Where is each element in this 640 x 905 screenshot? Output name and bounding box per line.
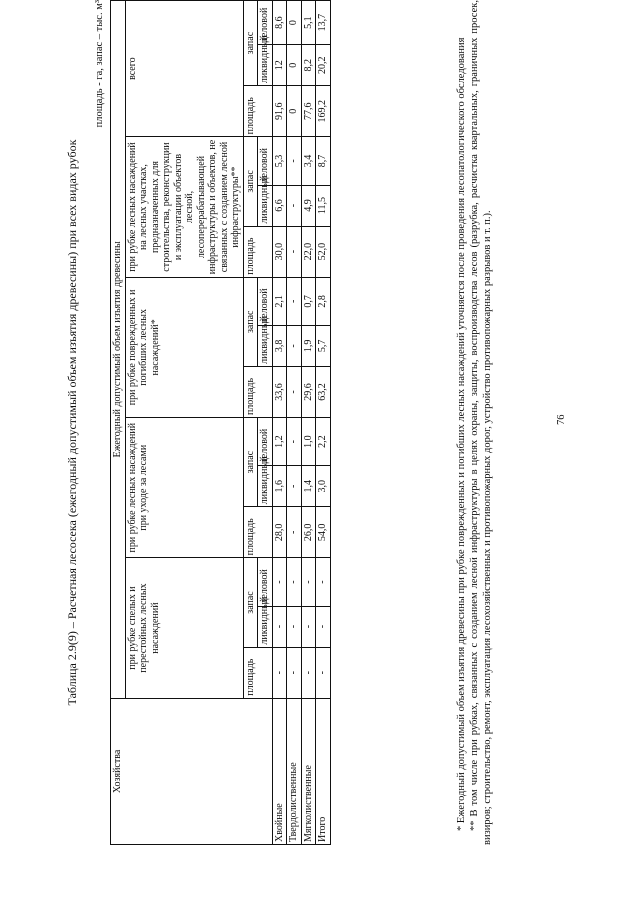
table-cell: 54,0 [316,507,331,558]
header-group-thinning: при рубке лесных насаждений при уходе за лесами [125,418,243,558]
table-cell: 77,6 [301,86,316,137]
table-cell: 28,0 [272,507,287,558]
header-group-total: всего [125,1,243,137]
table-cell: - [287,366,302,417]
rotated-page [65,0,585,845]
table-cell: - [287,466,302,507]
table-cell: 29,6 [301,366,316,417]
table-cell: 1,9 [301,325,316,366]
header-business: деловой [258,1,273,45]
table-row [316,1,331,845]
header-liquid: ликвидный [258,466,273,507]
table-cell: 30,0 [272,226,287,277]
table-cell: 5,1 [301,1,316,45]
table-body [272,1,330,845]
table-row [287,1,302,845]
header-stock: запас [243,277,258,366]
header-row-1 [111,1,126,845]
table-cell: - [287,137,302,185]
table-cell: - [316,647,331,698]
header-liquid: ликвидный [258,325,273,366]
table-cell: 2,8 [316,277,331,325]
header-group-mature: при рубке спелых и перестойных лесных насаждений [125,558,243,698]
table-cell: 52,0 [316,226,331,277]
table-cell: 63,2 [316,366,331,417]
header-area: площадь [243,507,272,558]
header-area: площадь [243,226,272,277]
header-business: деловой [258,277,273,325]
table-cell: - [287,277,302,325]
table-cell: 8,2 [301,45,316,86]
header-liquid: ликвидный [258,185,273,226]
row-label: Итого [316,698,331,844]
header-area: площадь [243,647,272,698]
table-cell: 0 [287,1,302,45]
table-cell: 12 [272,45,287,86]
table-cell: 8,6 [272,1,287,45]
table-cell: - [316,606,331,647]
row-label: Хвойные [272,698,287,844]
header-area: площадь [243,86,272,137]
table-cell: 0,7 [301,277,316,325]
table-cell: 13,7 [316,1,331,45]
table-cell: 3,8 [272,325,287,366]
table-cell: 26,0 [301,507,316,558]
header-group-damaged: при рубке поврежденных и погибших лесных насаждений* [125,277,243,417]
table-cell: 3,4 [301,137,316,185]
header-farm: Хозяйства [111,698,273,844]
table-row [272,1,287,845]
header-stock: запас [243,1,258,86]
table-cell: - [287,507,302,558]
footnote-2: ** В том числе при рубках, связанных с созданием лесной инфраструктуры в целях охраны, защиты, воспроизводства лесов (разрубка, расчистка квартальных, граничных просек, визиров; строительство, ремонт, эксплуатация лесохозяйственных и противопожарных дорог, устройство противопожарных разрывов и т. п.). [469,0,493,845]
header-stock: запас [243,137,258,226]
row-label: Твердолиственные [287,698,302,844]
table-cell: 0 [287,45,302,86]
table-cell: - [301,558,316,606]
header-annual: Ежегодный допустимый объем изъятия древесины [111,1,126,699]
table-cell: 33,6 [272,366,287,417]
page-number: 76 [556,414,567,425]
table-cell: - [287,325,302,366]
units-note: площадь - га, запас – тыс. м³ [94,0,105,128]
table-cell: 169,2 [316,86,331,137]
header-group-infrastructure: при рубке лесных насаждений на лесных участках, предназначенных для строительства, реконструкции и эксплуатации объектов лесной, лесоперерабатывающей инфраструктуры и объектов, не связанных с созданием лесной инфраструктуры** [125,137,243,277]
header-stock: запас [243,558,258,647]
row-label: Мягколиственные [301,698,316,844]
table-cell: - [301,647,316,698]
allowable-cut-table [110,0,331,845]
table-cell: 2,2 [316,418,331,466]
table-cell: 1,6 [272,466,287,507]
table-cell: - [272,647,287,698]
table-cell: - [301,606,316,647]
table-cell: - [287,558,302,606]
table-cell: 0 [287,86,302,137]
table-cell: 1,2 [272,418,287,466]
header-business: деловой [258,558,273,606]
table-cell: - [272,558,287,606]
table-cell: 8,7 [316,137,331,185]
header-business: деловой [258,418,273,466]
footnote-1: * Ежегодный допустимый объем изъятия древесины при рубке поврежденных и погибших лесных насаждений уточняется после проведения лесопатологического обследования [456,37,467,831]
header-stock: запас [243,418,258,507]
table-cell: - [287,226,302,277]
table-cell: 22,0 [301,226,316,277]
header-area: площадь [243,366,272,417]
table-cell: - [287,606,302,647]
header-business: деловой [258,137,273,185]
table-cell: 5,3 [272,137,287,185]
table-cell: 1,0 [301,418,316,466]
header-liquid: ликвидный [258,45,273,86]
table-cell: 5,7 [316,325,331,366]
table-cell: 20,2 [316,45,331,86]
table-cell: 11,5 [316,185,331,226]
table-cell: 4,9 [301,185,316,226]
table-cell: - [316,558,331,606]
table-cell: - [272,606,287,647]
table-cell: 3,0 [316,466,331,507]
table-cell: 1,4 [301,466,316,507]
table-cell: - [287,418,302,466]
footnotes [455,0,494,845]
table-cell: - [287,647,302,698]
table-row [301,1,316,845]
table-cell: 91,6 [272,86,287,137]
table-cell: 6,6 [272,185,287,226]
table-title: Таблица 2.9(9) – Расчетная лесосека (ежегодный допустимый объем изъятия древесины) при всех видах рубок [65,139,79,706]
table-cell: 2,1 [272,277,287,325]
header-liquid: ликвидный [258,606,273,647]
table-cell: - [287,185,302,226]
